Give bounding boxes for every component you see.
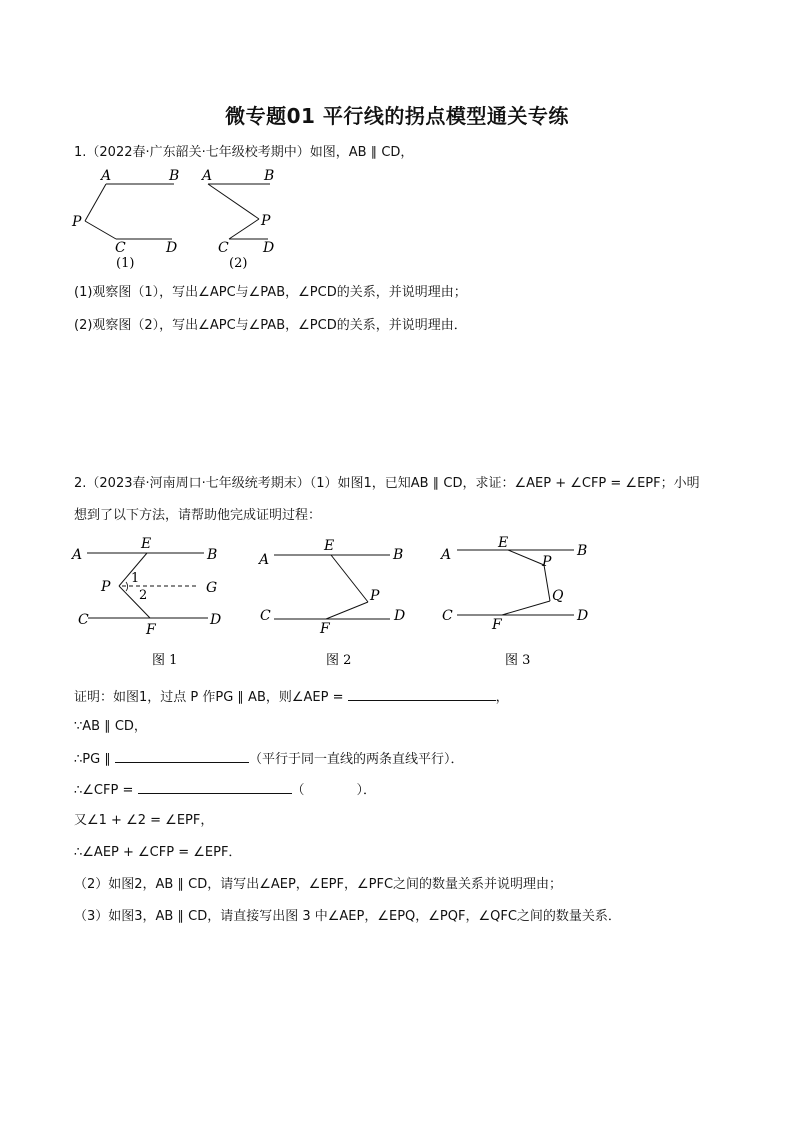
q2-proof1-end: ， <box>495 690 509 705</box>
q2-figures <box>64 530 604 672</box>
q2-stem-line1: 2.（2023春·河南周口·七年级统考期末）（1）如图1，已知AB ∥ CD，求证：∠AEP + ∠CFP = ∠EPF；小明 <box>74 476 700 491</box>
q2-figure-2 <box>257 538 405 668</box>
q2-part2: （2）如图2，AB ∥ CD，请写出∠AEP，∠EPF，∠PFC之间的数量关系并说明理由； <box>74 877 563 892</box>
answer-blank-1[interactable] <box>348 688 496 701</box>
q2-proof4-end: （ ）． <box>291 783 377 798</box>
q2-proof3-text: ∴PG ∥ <box>74 752 111 767</box>
q2-f1-label-B: B <box>207 547 218 563</box>
q2-figure-1 <box>70 536 221 668</box>
q2-f2-label-F: F <box>320 621 330 637</box>
q2-f2-label-B: B <box>393 547 404 563</box>
q1-f2-label-P: P <box>261 213 271 229</box>
q1-f1-caption: (1) <box>116 256 135 271</box>
q1-f1-label-A: A <box>101 168 112 184</box>
q2-f1-label-F: F <box>146 622 156 638</box>
q2-proof-line1 <box>74 688 509 706</box>
q2-f3-label-C: C <box>442 608 453 624</box>
q1-f1-label-P: P <box>72 214 82 230</box>
q2-f3-label-F: F <box>492 617 502 633</box>
q2-f1-label-P: P <box>101 579 111 595</box>
q2-f1-label-C: C <box>78 612 89 628</box>
q2-f3-label-B: B <box>577 543 588 559</box>
q2-f1-label-D: D <box>210 612 222 628</box>
q2-f3-label-A: A <box>441 547 452 563</box>
q2-f1-angle-1: 1 <box>131 571 140 586</box>
q2-part3: （3）如图3，AB ∥ CD，请直接写出图 3 中∠AEP，∠EPQ，∠PQF，∠QFC之间的数量关系． <box>74 909 621 924</box>
q1-f2-label-C: C <box>218 240 229 256</box>
q2-f1-label-A: A <box>72 547 83 563</box>
q2-f1-label-G: G <box>206 580 218 596</box>
q1-f2-label-B: B <box>264 168 275 184</box>
q2-f3-label-Q: Q <box>552 588 564 604</box>
q2-f2-label-A: A <box>259 552 270 568</box>
q2-stem-line2: 想到了以下方法，请帮助他完成证明过程： <box>74 508 322 523</box>
q1-figure-1 <box>71 168 179 271</box>
q2-proof4-text: ∴∠CFP = <box>74 783 134 798</box>
q2-f2-label-C: C <box>260 608 271 624</box>
q1-stem: 1.（2022春·广东韶关·七年级校考期中）如图，AB ∥ CD， <box>74 145 414 160</box>
q2-f1-caption: 图 1 <box>152 653 178 668</box>
q2-f3-label-E: E <box>498 535 509 551</box>
q1-figure-2 <box>200 168 274 271</box>
q1-f2-label-A: A <box>202 168 213 184</box>
q1-part2: (2)观察图（2），写出∠APC与∠PAB，∠PCD的关系，并说明理由． <box>74 318 467 333</box>
q2-proof-line5: 又∠1 + ∠2 = ∠EPF， <box>74 813 214 828</box>
q1-part1: (1)观察图（1），写出∠APC与∠PAB，∠PCD的关系，并说明理由； <box>74 285 467 300</box>
q2-figure-3 <box>439 535 588 668</box>
q2-proof1-text: 证明：如图1，过点 P 作PG ∥ AB，则∠AEP = <box>74 690 344 705</box>
page-title: 微专题01 平行线的拐点模型通关专练 <box>225 104 569 128</box>
q2-f2-label-E: E <box>324 538 335 554</box>
q1-f1-label-C: C <box>115 240 126 256</box>
answer-blank-2[interactable] <box>115 750 249 763</box>
q1-f1-label-D: D <box>166 240 178 256</box>
q2-f2-label-P: P <box>370 588 380 604</box>
q2-f2-caption: 图 2 <box>326 653 352 668</box>
q2-proof-line4 <box>74 781 376 799</box>
q2-f1-label-E: E <box>141 536 152 552</box>
answer-blank-3[interactable] <box>138 781 292 794</box>
q2-proof-line3 <box>74 750 463 768</box>
q2-proof-line2: ∵AB ∥ CD， <box>74 719 147 734</box>
q2-f1-angle-2: 2 <box>139 588 148 603</box>
q2-f3-label-P: P <box>542 554 552 570</box>
q2-f3-label-D: D <box>577 608 589 624</box>
q1-f1-label-B: B <box>169 168 180 184</box>
q1-figures <box>66 163 296 275</box>
q2-f3-caption: 图 3 <box>505 653 531 668</box>
q2-proof3-end: （平行于同一直线的两条直线平行）． <box>248 752 464 767</box>
q1-f2-caption: (2) <box>229 256 248 271</box>
q2-proof-line6: ∴∠AEP + ∠CFP = ∠EPF． <box>74 845 242 860</box>
q1-f2-label-D: D <box>263 240 275 256</box>
q2-f2-label-D: D <box>394 608 406 624</box>
